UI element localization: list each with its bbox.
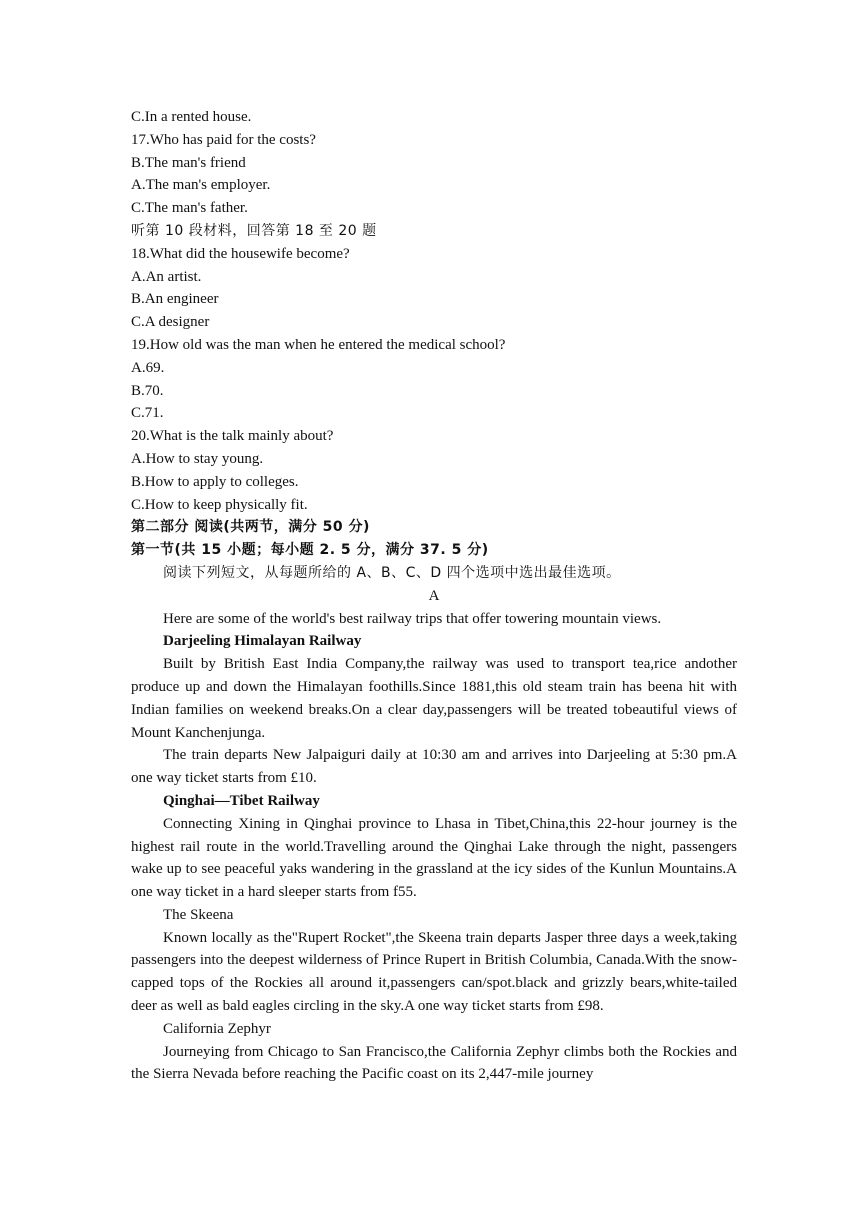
q19-option: B.70. xyxy=(131,382,164,399)
passage-intro: Here are some of the world's best railway trips that offer towering mountain views. xyxy=(163,610,662,627)
reading-section-heading: 第一节(共 15 小题；每小题 2. 5 分，满分 37. 5 分) xyxy=(131,542,489,559)
trip-paragraph: Journeying from Chicago to San Francisco,the California Zephyr climbs both the Rockies and the Sierra Nevada before reaching the Pacific coast on its 2,447-mile journey xyxy=(131,1043,737,1083)
q16-option-c: C.In a rented house. xyxy=(131,109,252,125)
trip-paragraph: Built by British East India Company,the railway was used to transport tea,rice andother produce up and down the Himalayan foothills.Since 1881,this old steam train has beena hit with Indian families on weekend breaks.On a clear day,passengers will be treated tobeautiful views of Mount Kanchenjunga. xyxy=(131,656,737,741)
trip-title: The Skeena xyxy=(163,906,234,923)
q17-question: 17.Who has paid for the costs? xyxy=(131,131,316,148)
q17-option: C.The man's father. xyxy=(131,200,248,217)
q19-question: 19.How old was the man when he entered the medical school? xyxy=(131,336,506,353)
trip-paragraph: Known locally as the"Rupert Rocket",the Skeena train departs Jasper three days a week,taking passengers into the deepest wilderness of Prince Rupert in British Columbia, Canada.With the snow-capped tops of the Rockies all around it,passengers can/spot.black and grizzly bears,white-tailed deer as well as bald eagles circling in the sky.A one way ticket starts from £98. xyxy=(131,929,737,1015)
q19-option: C.71. xyxy=(131,405,164,422)
section10-instruction: 听第 10 段材料，回答第 18 至 20 题 xyxy=(131,222,377,239)
q17-option: B.The man's friend xyxy=(131,154,246,171)
q18-option: A.An artist. xyxy=(131,268,202,285)
reading-instruction: 阅读下列短文，从每题所给的 A、B、C、D 四个选项中选出最佳选项。 xyxy=(163,564,621,581)
q18-question: 18.What did the housewife become? xyxy=(131,245,350,262)
q18-option: C.A designer xyxy=(131,314,210,331)
q17-option: A.The man's employer. xyxy=(131,177,271,194)
trip-paragraph: The train departs New Jalpaiguri daily at 10:30 am and arrives into Darjeeling at 5:30 pm.A one way ticket starts from £10. xyxy=(131,747,737,787)
q20-option: A.How to stay young. xyxy=(131,450,264,467)
q20-option: C.How to keep physically fit. xyxy=(131,496,308,513)
q20-question: 20.What is the talk mainly about? xyxy=(131,428,334,445)
trip-paragraph: Connecting Xining in Qinghai province to Lhasa in Tibet,China,this 22-hour journey is the highest rail route in the world.Travelling around the Qinghai Lake through the night, passengers wake up to see peaceful yaks wandering in the grassland at the icy sides of the Kunlun Mountains.A one way ticket in a hard sleeper starts from f55. xyxy=(131,815,737,901)
q20-option: B.How to apply to colleges. xyxy=(131,473,299,490)
document-page xyxy=(131,106,737,1086)
trip-title: California Zephyr xyxy=(163,1020,271,1037)
q18-option: B.An engineer xyxy=(131,291,219,308)
reading-part-heading: 第二部分 阅读(共两节，满分 50 分) xyxy=(131,519,370,536)
trip-title: Qinghai—Tibet Railway xyxy=(163,792,320,809)
trip-title: Darjeeling Himalayan Railway xyxy=(163,633,362,650)
q19-option: A.69. xyxy=(131,359,165,376)
passage-label: A xyxy=(428,587,440,604)
